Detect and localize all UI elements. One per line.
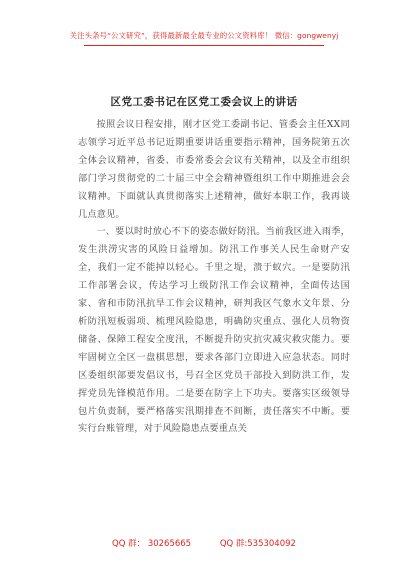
footer-qq-group-2: QQ 群:535304092 [219,539,296,549]
footer-qq-group-1: QQ 群： 30265665 [112,539,192,549]
document-body [78,116,350,438]
paragraph-intro: 按照会议日程安排，刚才区党工委副书记、管委会主任XX同志领学习近平总书记近期重要讲话重要指示精神，国务院第五次全体会议精神，省委、市委常委会会议有关精神，以及全市组织部门学习贯彻党的二十届三中全会精神暨组织工作中期推进会会议精神。下面就认真贯彻落实上述精神，做好本职工作，我再谈几点意见。 [78,119,350,220]
paragraph-flood-control: 一、要以时时放心不下的姿态做好防汛。当前我区进入雨季，发生洪涝灾害的风险日益增加。防汛工作事关人民生命财产安全，我们一定不能掉以轻心。千里之堤，溃于蚁穴。一是要防汛工作部署会议，传达学习上级防汛工作会议精神，全面传达国家、省和市防汛抗旱工作会议精神，研判我区气象水文年景、分析防汛短板弱项、梳理风险隐患，明确防灾重点、强化人员物资储备、保障工程安全度汛，不断提升防灾抗灾减灾救灾能力。要牢固树立全区一盘棋思想，要求各部门立即进入应急状态。同时区委组织部要发倡议书，号召全区党员干部投入到防洪工作，发挥党员先锋模范作用。二是要在防字上下功夫。要落实区级领导包片负责制，要严格落实汛期排查不间断，责任落实不中断。要实行台账管理，对于风险隐患点要重点关 [78,226,350,435]
header-divider [84,45,324,46]
header-banner: 关注头条号“公文研究”，获得最新最全最专业的公文资料库！ 微信：gongwenyj [69,31,339,40]
document-title: 区党工委书记在区党工委会议上的讲话 [110,96,298,108]
footer-contact [0,537,408,549]
